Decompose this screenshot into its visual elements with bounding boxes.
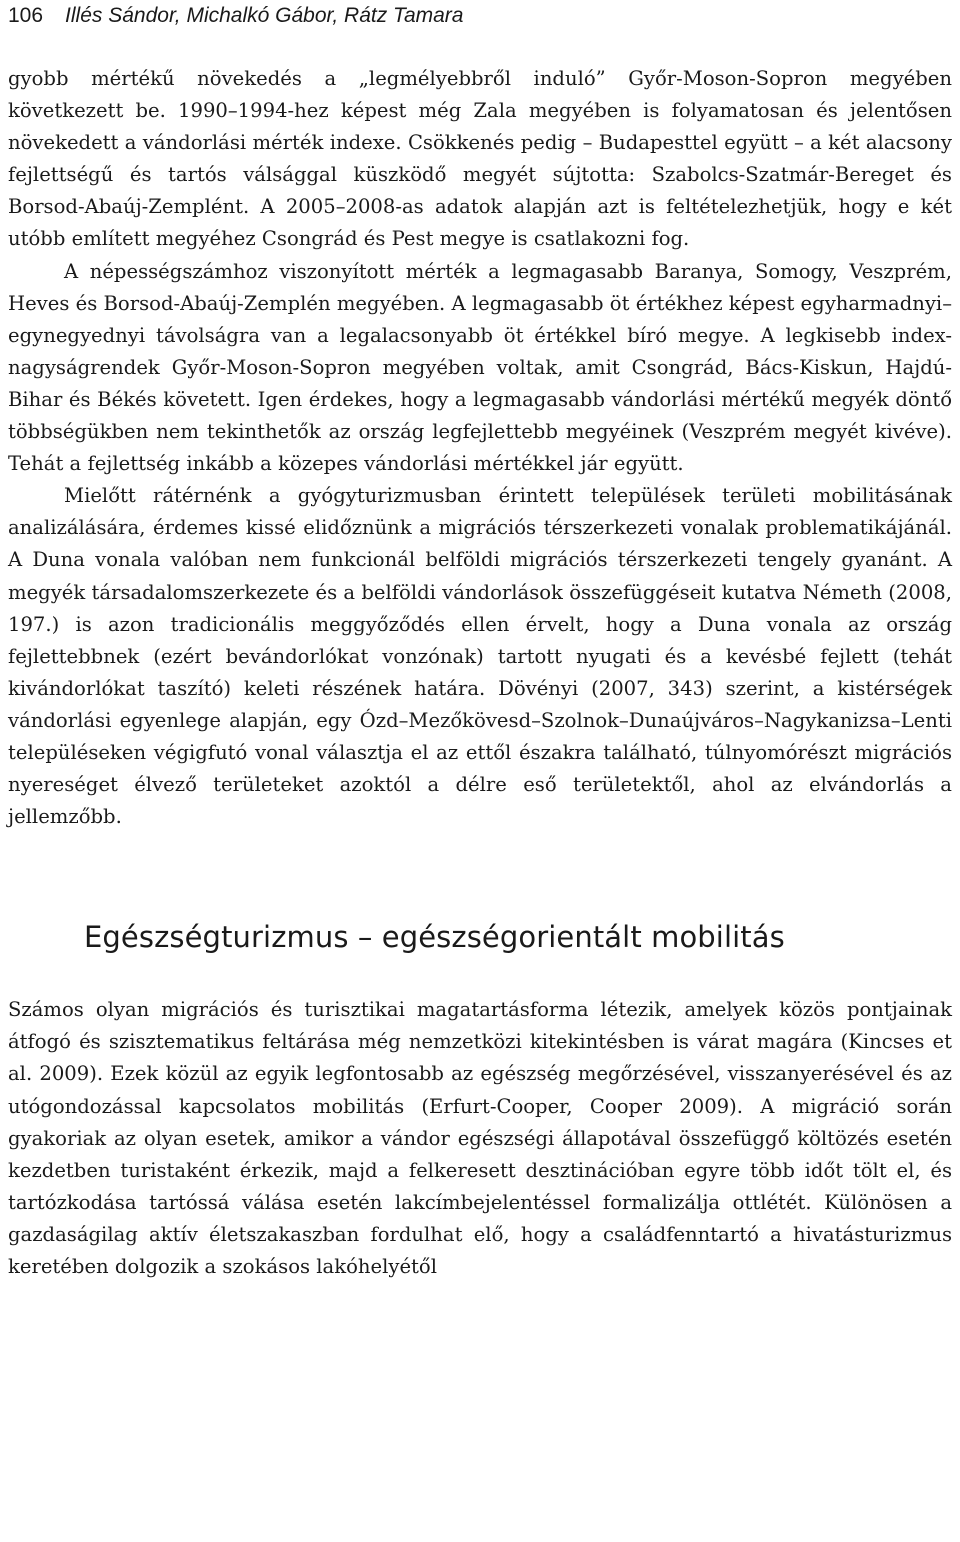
page-number: 106 [8, 4, 44, 27]
body-text [8, 63, 952, 833]
paragraph: Mielőtt rátérnénk a gyógyturizmusban érintett települések területi mobilitásának analizálására, érdemes kissé elidőznünk a migrációs térszerkezeti vonalak problematikájánál. A Duna vonala valóban nem funkcionál belföldi migrációs térszerkezeti tengely gyanánt. A megyék társadalomszerkezete és a belföldi vándorlások összefüggéseit kutatva Németh (2008, 197.) is azon tradicionális meggyőződés ellen érvelt, hogy a Duna vonala az ország fejlettebbnek (ezért bevándorlókat vonzónak) tartott nyugati és a kevésbé fejlett (tehát kivándorlókat taszító) keleti részének határa. Dövényi (2007, 343) szerint, a kistérségek vándorlási egyenlege alapján, egy Ózd–Mezőkövesd–Szolnok–Dunaújváros–Nagykanizsa–Lenti településeken végigfutó vonal választja el az ettől északra található, túlnyomórészt migrációs nyereséget élvező területeket azoktól a délre eső területektől, ahol az elvándorlás a jellemzőbb. [8, 484, 952, 829]
paragraph: A népességszámhoz viszonyított mérték a legmagasabb Baranya, Somogy, Veszprém, Heves és Borsod-Abaúj-Zemplén megyében. A legmagasabb öt értékhez képest egyharmadnyi–egynegyednyi távolságra van a legalacsonyabb öt értékkel bíró megye. A legkisebb index-nagyságrendek Győr-Moson-Sopron megyében voltak, amit Csongrád, Bács-Kiskun, Hajdú-Bihar és Békés követett. Igen érdekes, hogy a legmagasabb vándorlási mértékű megyék döntő többségükben nem tekinthetők az ország legfejlettebb megyéinek (Veszprém megyét kivéve). Tehát a fejlettség inkább a közepes vándorlási mértékkel jár együtt. [8, 259, 952, 476]
running-head [8, 0, 952, 36]
section-body-text [8, 994, 952, 1283]
paragraph-continuation: gyobb mértékű növekedés a „legmélyebbről induló” Győr-Moson-Sopron megyében következett be. 1990–1994-hez képest még Zala megyében is folyamatosan és jelentősen növekedett a vándorlási mérték indexe. Csökkenés pedig – Budapesttel együtt – a két alacsony fejlettségű és tartós válsággal küszködő megyét sújtotta: Szabolcs-Szatmár-Bereget és Borsod-Abaúj-Zemplént. A 2005–2008-as adatok alapján azt is feltételezhetjük, hogy e két utóbb említett megyéhez Csongrád és Pest megye is csatlakozni fog. [8, 67, 952, 251]
running-head-authors: Illés Sándor, Michalkó Gábor, Rátz Tamara [65, 4, 464, 27]
section-paragraph: Számos olyan migrációs és turisztikai magatartásforma létezik, amelyek közös pontjainak átfogó és szisztematikus feltárása még nemzetközi kitekintésben is várat magára (Kincses et al. 2009). Ezek közül az egyik legfontosabb az egészség megőrzésével, visszanyerésével és az utógondozással kapcsolatos mobilitás (Erfurt-Cooper, Cooper 2009). A migráció során gyakoriak az olyan esetek, amikor a vándor egészségi állapotával összefüggő költözés esetén kezdetben turistaként érkezik, majd a felkeresett desztinációban egyre több időt tölt el, és tartózkodása tartóssá válása esetén lakcímbejelentéssel formalizálja ottlétét. Különösen a gazdaságilag aktív életszakaszban fordulhat elő, hogy a családfenntartó a hivatásturizmus keretében dolgozik a szokásos lakóhelyétől [8, 998, 952, 1278]
section-heading: Egészségturizmus – egészségorientált mobilitás [84, 920, 785, 955]
